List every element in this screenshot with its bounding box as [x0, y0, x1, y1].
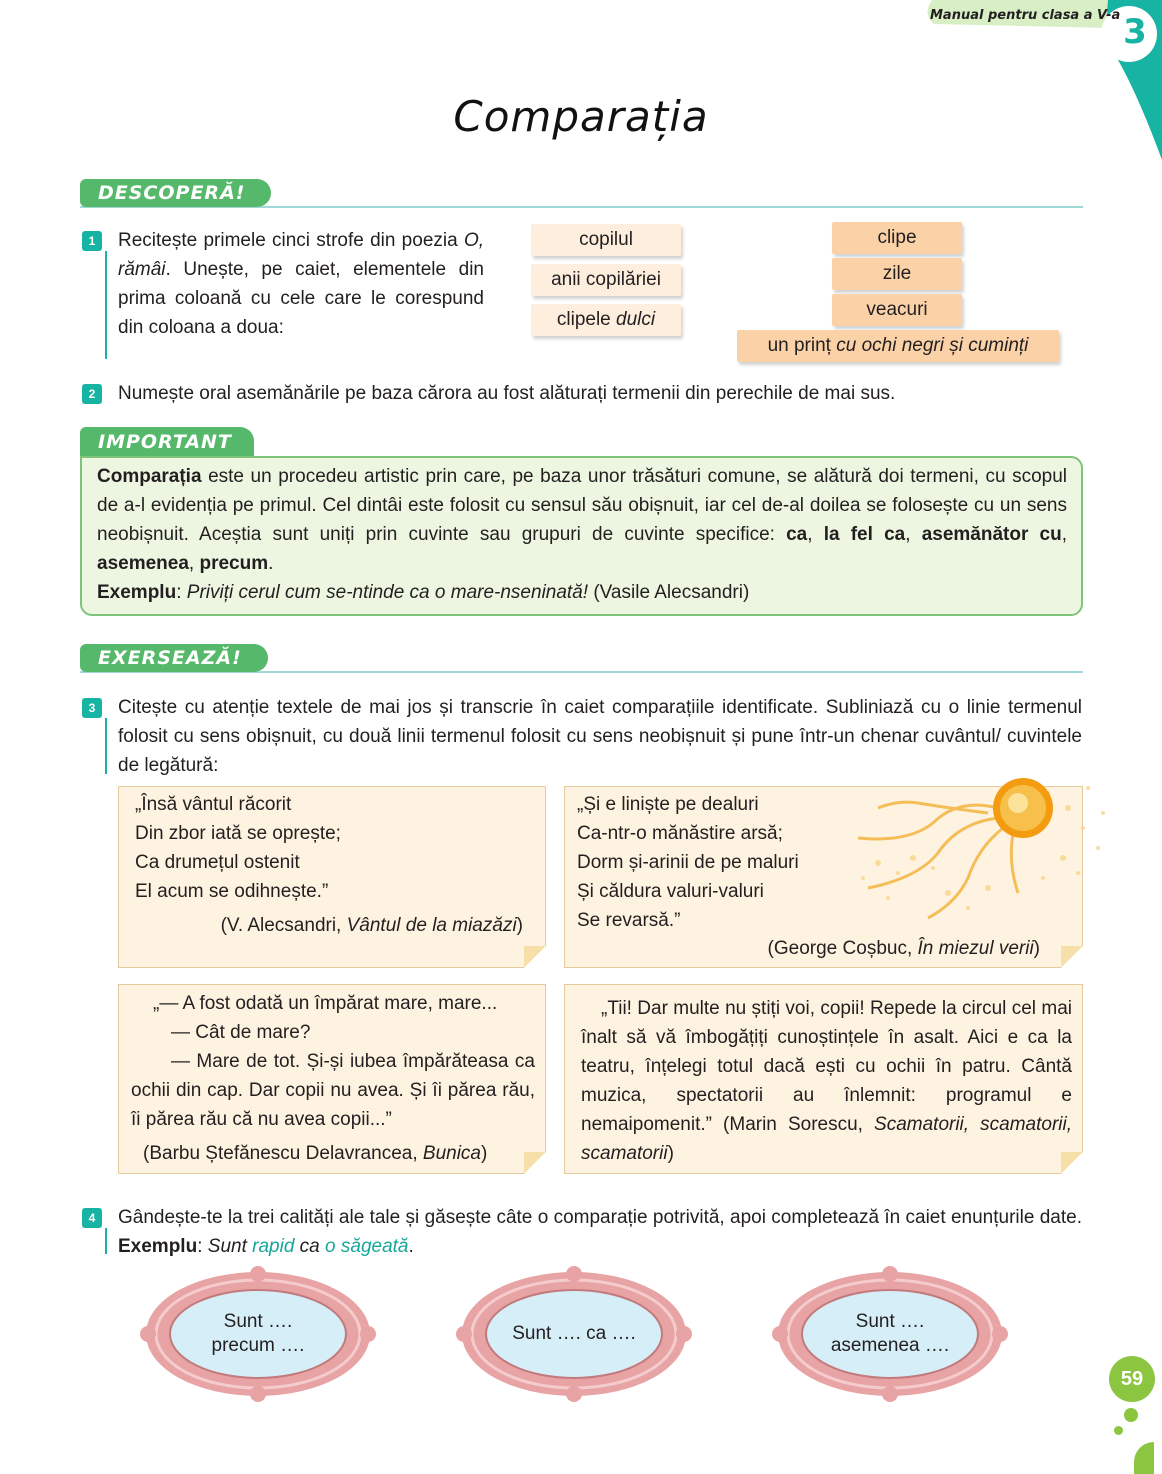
chip-anii-copilariei: anii copilăriei	[531, 264, 681, 296]
chip-un-print: un prinț cu ochi negri și cuminți	[737, 330, 1059, 362]
section-exercise-label: EXERSEAZĂ!	[80, 644, 268, 672]
poem-source: (George Coșbuc, În miezul verii)	[767, 938, 1040, 959]
question-number: 2	[82, 384, 102, 404]
question-1-text: Recitește primele cinci strofe din poezia O, rămâi. Unește, pe caiet, elementele din prima coloană cu cele care le corespund din coloana a doua:	[118, 230, 484, 338]
frame-1-text: Sunt …. precum ….	[211, 1311, 305, 1356]
important-box: Comparația este un procedeu artistic prin care, pe baza unor trăsături comune, se alătură doi termeni, cu scopul de a-l evidenția pe primul. Cel dintâi este folosit cu sensul său obișnuit, iar cel de-al doilea se folosește cu un sens neobișnuit. Aceștia sunt uniți prin cuvinte sau grupuri de cuvinte specifice: ca, la fel ca, asemănător cu, asemenea, precum. Exemplu: Priviți cerul cum se-ntinde ca o mare-nseninată! (Vasile Alecsandri)	[80, 456, 1083, 616]
question-4-text: Gândește-te la trei calități ale tale și găsește câte o comparație potrivită, apoi completează în caiet enunțurile date. Exemplu: Sunt rapid ca o săgeată.	[118, 1207, 1082, 1257]
question-bar	[105, 1228, 107, 1254]
chapter-number: 3	[1123, 12, 1147, 52]
poem-line: „Și e liniște pe dealuri	[577, 794, 759, 815]
question-number: 3	[82, 698, 102, 718]
chip-zile: zile	[832, 258, 962, 290]
page-fold	[524, 946, 546, 968]
poem-line: Ca drumețul ostenit	[135, 852, 300, 873]
poem-line: Dorm și-arinii de pe maluri	[577, 852, 799, 873]
poem-line: Ca-ntr-o mănăstire arsă;	[577, 823, 783, 844]
poem-line: El acum se odihnește.”	[135, 881, 329, 902]
question-2-text: Numește oral asemănările pe baza cărora au fost alăturați termenii din perechile de mai sus.	[118, 383, 896, 404]
sun-illustration	[838, 768, 1114, 922]
poem-line: Și căldura valuri-valuri	[577, 881, 764, 902]
page-fold	[1061, 946, 1083, 968]
question-number: 4	[82, 1208, 102, 1228]
chip-veacuri: veacuri	[832, 294, 962, 326]
chip-copilul: copilul	[531, 224, 681, 256]
prose-line: — Cât de mare?	[171, 1022, 311, 1043]
manual-label: Manual pentru clasa a V-a	[930, 8, 1121, 23]
poem-source: (V. Alecsandri, Vântul de la miazăzi)	[220, 915, 523, 936]
page-number: 59	[1109, 1356, 1155, 1402]
prose-source: (Barbu Ștefănescu Delavrancea, Bunica)	[143, 1143, 488, 1164]
poem-line: Se revarsă.”	[577, 910, 681, 931]
poem-card-alecsandri	[118, 786, 546, 968]
prose-line: „— A fost odată un împărat mare, mare...	[153, 993, 498, 1014]
poem-line: Din zbor iată se oprește;	[135, 823, 341, 844]
question-3-text: Citește cu atenție textele de mai jos și transcrie în caiet comparațiile identificate. Subliniază cu o linie termenul folosit cu sens obișnuit, cu două linii termenul folosit cu sens neobișnuit și pune într-un chenar cuvântul/ cuvintele de legătură:	[118, 697, 1082, 776]
decor-corner	[1134, 1442, 1154, 1474]
frame-3-text: Sunt …. asemenea ….	[830, 1311, 950, 1356]
chip-clipele-dulci: clipele dulci	[531, 304, 681, 336]
question-bar	[105, 251, 107, 359]
chip-clipe: clipe	[832, 222, 962, 254]
section-discover-label: DESCOPERĂ!	[80, 179, 271, 207]
prose-card-delavrancea	[118, 984, 546, 1174]
question-number: 1	[82, 231, 102, 251]
page-fold	[524, 1152, 546, 1174]
question-bar	[105, 718, 107, 774]
decor-dot	[1114, 1426, 1123, 1435]
prose-card-sorescu: „Tii! Dar multe nu știți voi, copii! Repede la circul cel mai înalt să vă îmbogățiți cunoștințele în asalt. Aici e ca la teatru, înțelegi totul dacă ești cu ochii în patru. Cântă muzica, spectatorii au înlemnit: programul e nemaipomenit.” (Marin Sorescu, Scamatorii, scamatorii, scamatorii)	[564, 984, 1083, 1174]
page-fold	[1061, 1152, 1083, 1174]
section-important-label: IMPORTANT	[80, 427, 254, 457]
decor-dot	[1124, 1408, 1138, 1422]
prose-line: — Mare de tot. Și-și iubea împărăteasa ca ochii din cap. Dar copii nu avea. Și îi părea rău, îi părea rău că nu avea copii...”	[131, 1051, 535, 1130]
poem-line: „Însă vântul răcorit	[135, 794, 292, 815]
page-title: Comparația	[453, 92, 709, 141]
frame-2-text: Sunt …. ca ….	[512, 1323, 636, 1344]
